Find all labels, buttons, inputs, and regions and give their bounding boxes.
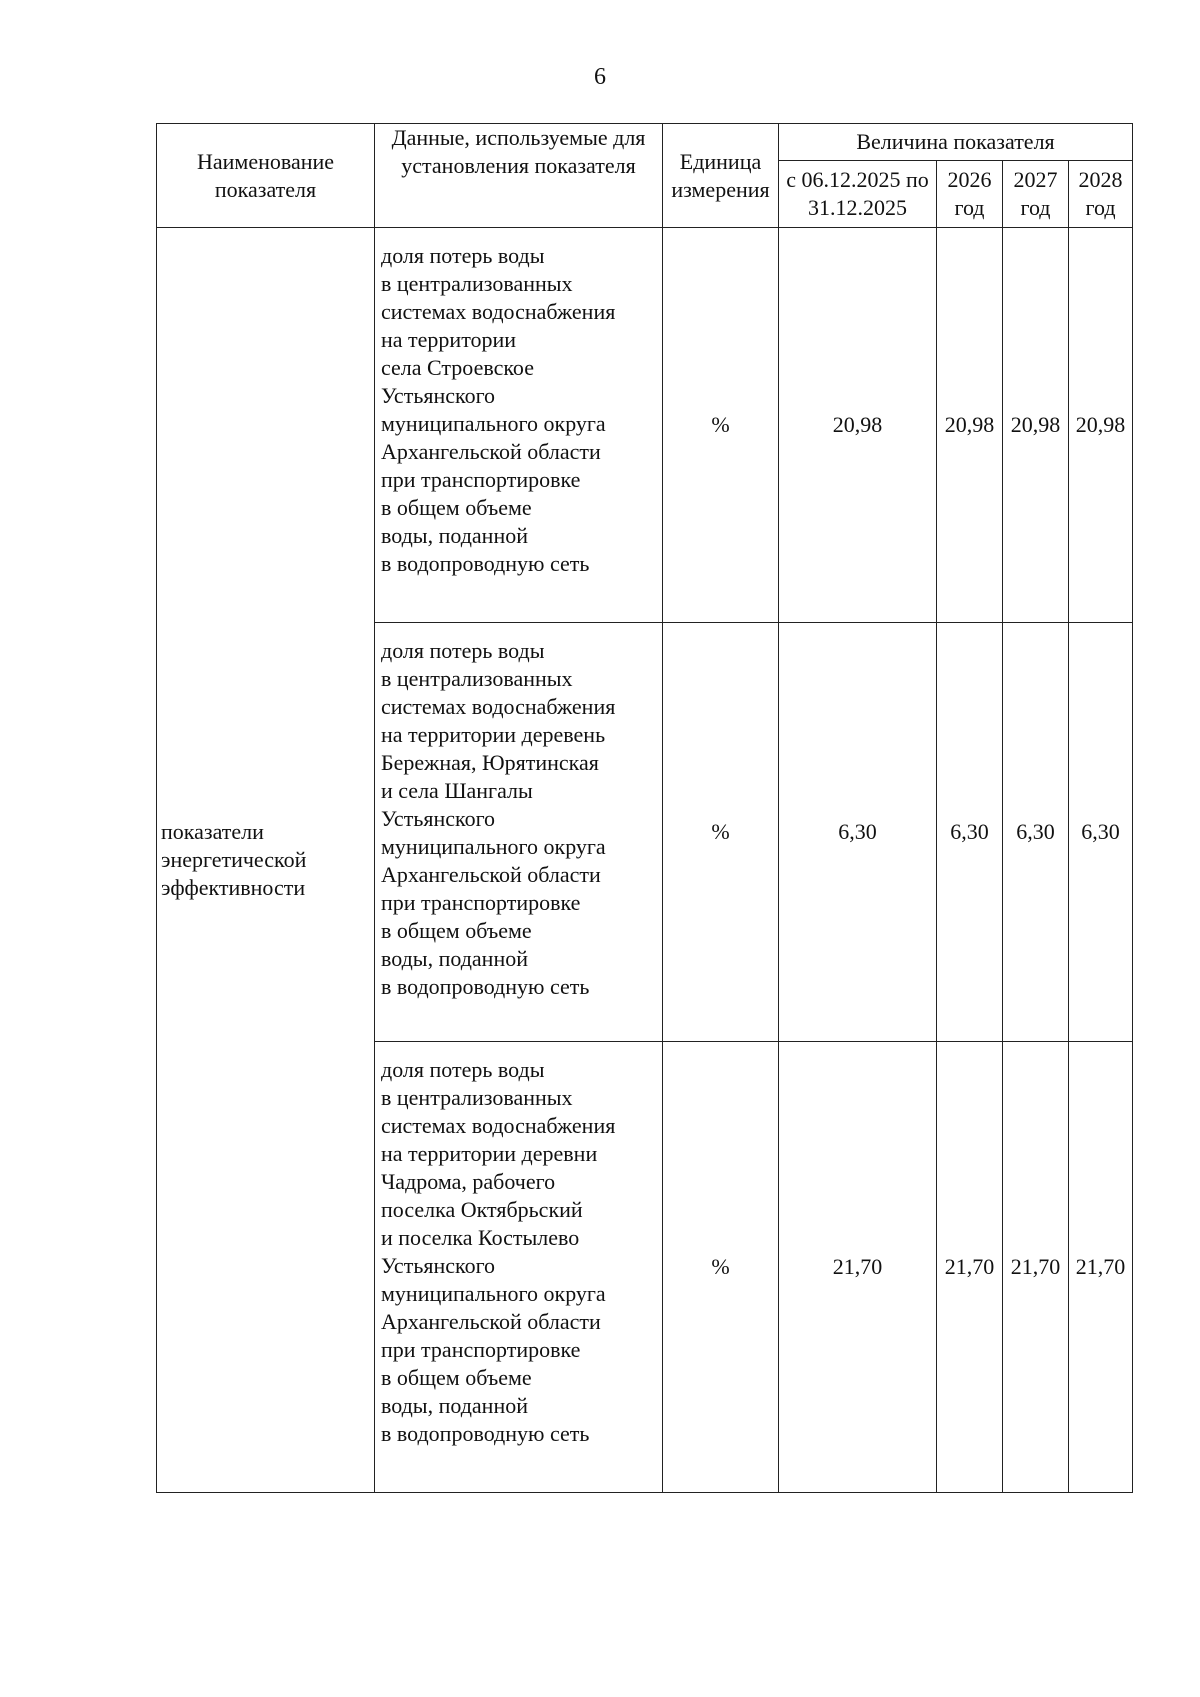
page-number: 6	[594, 64, 606, 90]
description-line: доля потерь воды	[381, 1057, 545, 1082]
header-year-2027: 2027 год	[1003, 161, 1069, 228]
description-line: при транспортировке	[381, 890, 581, 915]
description-line: в водопроводную сеть	[381, 974, 590, 999]
description-line: на территории деревни	[381, 1141, 598, 1166]
description-line: в централизованных	[381, 1085, 573, 1110]
description-line: Устьянского	[381, 1253, 496, 1278]
description-line: в общем объеме	[381, 918, 532, 943]
description-line: в водопроводную сеть	[381, 551, 590, 576]
description-cell	[375, 623, 663, 1042]
value-2026-cell: 21,70	[937, 1042, 1003, 1493]
header-year-2026: 2026 год	[937, 161, 1003, 228]
description-line: Чадрома, рабочего	[381, 1169, 556, 1194]
description-line: Архангельской области	[381, 439, 601, 464]
unit-cell: %	[663, 228, 779, 623]
description-line: Устьянского	[381, 806, 496, 831]
value-2028-cell: 21,70	[1069, 1042, 1133, 1493]
description-line: муниципального округа	[381, 411, 606, 436]
description-line: Архангельской области	[381, 862, 601, 887]
value-2027-cell: 6,30	[1003, 623, 1069, 1042]
value-2026-cell: 20,98	[937, 228, 1003, 623]
description-line: системах водоснабжения	[381, 694, 616, 719]
description-line: при транспортировке	[381, 1337, 581, 1362]
description-line: системах водоснабжения	[381, 299, 616, 324]
header-indicator-value: Величина показателя	[779, 124, 1133, 161]
description-line: в общем объеме	[381, 1365, 532, 1390]
description-line: воды, поданной	[381, 523, 528, 548]
description-line: доля потерь воды	[381, 638, 545, 663]
description-line: и поселка Костылево	[381, 1225, 580, 1250]
header-unit: Единица измерения	[663, 124, 779, 228]
header-year-2028: 2028 год	[1069, 161, 1133, 228]
table-row	[157, 228, 1133, 623]
period-value-cell: 21,70	[779, 1042, 937, 1493]
value-2026-cell: 6,30	[937, 623, 1003, 1042]
description-line: Архангельской области	[381, 1309, 601, 1334]
description-line: доля потерь воды	[381, 243, 545, 268]
header-data-used: Данные, используемые для установления показателя	[375, 124, 663, 228]
description-line: в общем объеме	[381, 495, 532, 520]
period-value-cell: 6,30	[779, 623, 937, 1042]
unit-cell: %	[663, 623, 779, 1042]
description-line: на территории	[381, 327, 517, 352]
description-line: муниципального округа	[381, 834, 606, 859]
value-2027-cell: 20,98	[1003, 228, 1069, 623]
description-line: в централизованных	[381, 271, 573, 296]
description-cell	[375, 228, 663, 623]
header-indicator-name: Наименование показателя	[157, 124, 375, 228]
unit-cell: %	[663, 1042, 779, 1493]
description-line: муниципального округа	[381, 1281, 606, 1306]
value-2028-cell: 6,30	[1069, 623, 1133, 1042]
header-period: с 06.12.2025 по 31.12.2025	[779, 161, 937, 228]
indicators-table	[156, 123, 1133, 1493]
indicator-name-cell: показатели энергетической эффективности	[157, 228, 375, 1493]
description-line: в водопроводную сеть	[381, 1421, 590, 1446]
description-line: системах водоснабжения	[381, 1113, 616, 1138]
value-2028-cell: 20,98	[1069, 228, 1133, 623]
description-line: поселка Октябрьский	[381, 1197, 583, 1222]
value-2027-cell: 21,70	[1003, 1042, 1069, 1493]
description-line: воды, поданной	[381, 946, 528, 971]
description-cell	[375, 1042, 663, 1493]
description-line: Устьянского	[381, 383, 496, 408]
description-line: в централизованных	[381, 666, 573, 691]
description-line: села Строевское	[381, 355, 534, 380]
description-line: Бережная, Юрятинская	[381, 750, 599, 775]
description-line: воды, поданной	[381, 1393, 528, 1418]
period-value-cell: 20,98	[779, 228, 937, 623]
description-line: на территории деревень	[381, 722, 606, 747]
description-line: и села Шангалы	[381, 778, 533, 803]
description-line: при транспортировке	[381, 467, 581, 492]
